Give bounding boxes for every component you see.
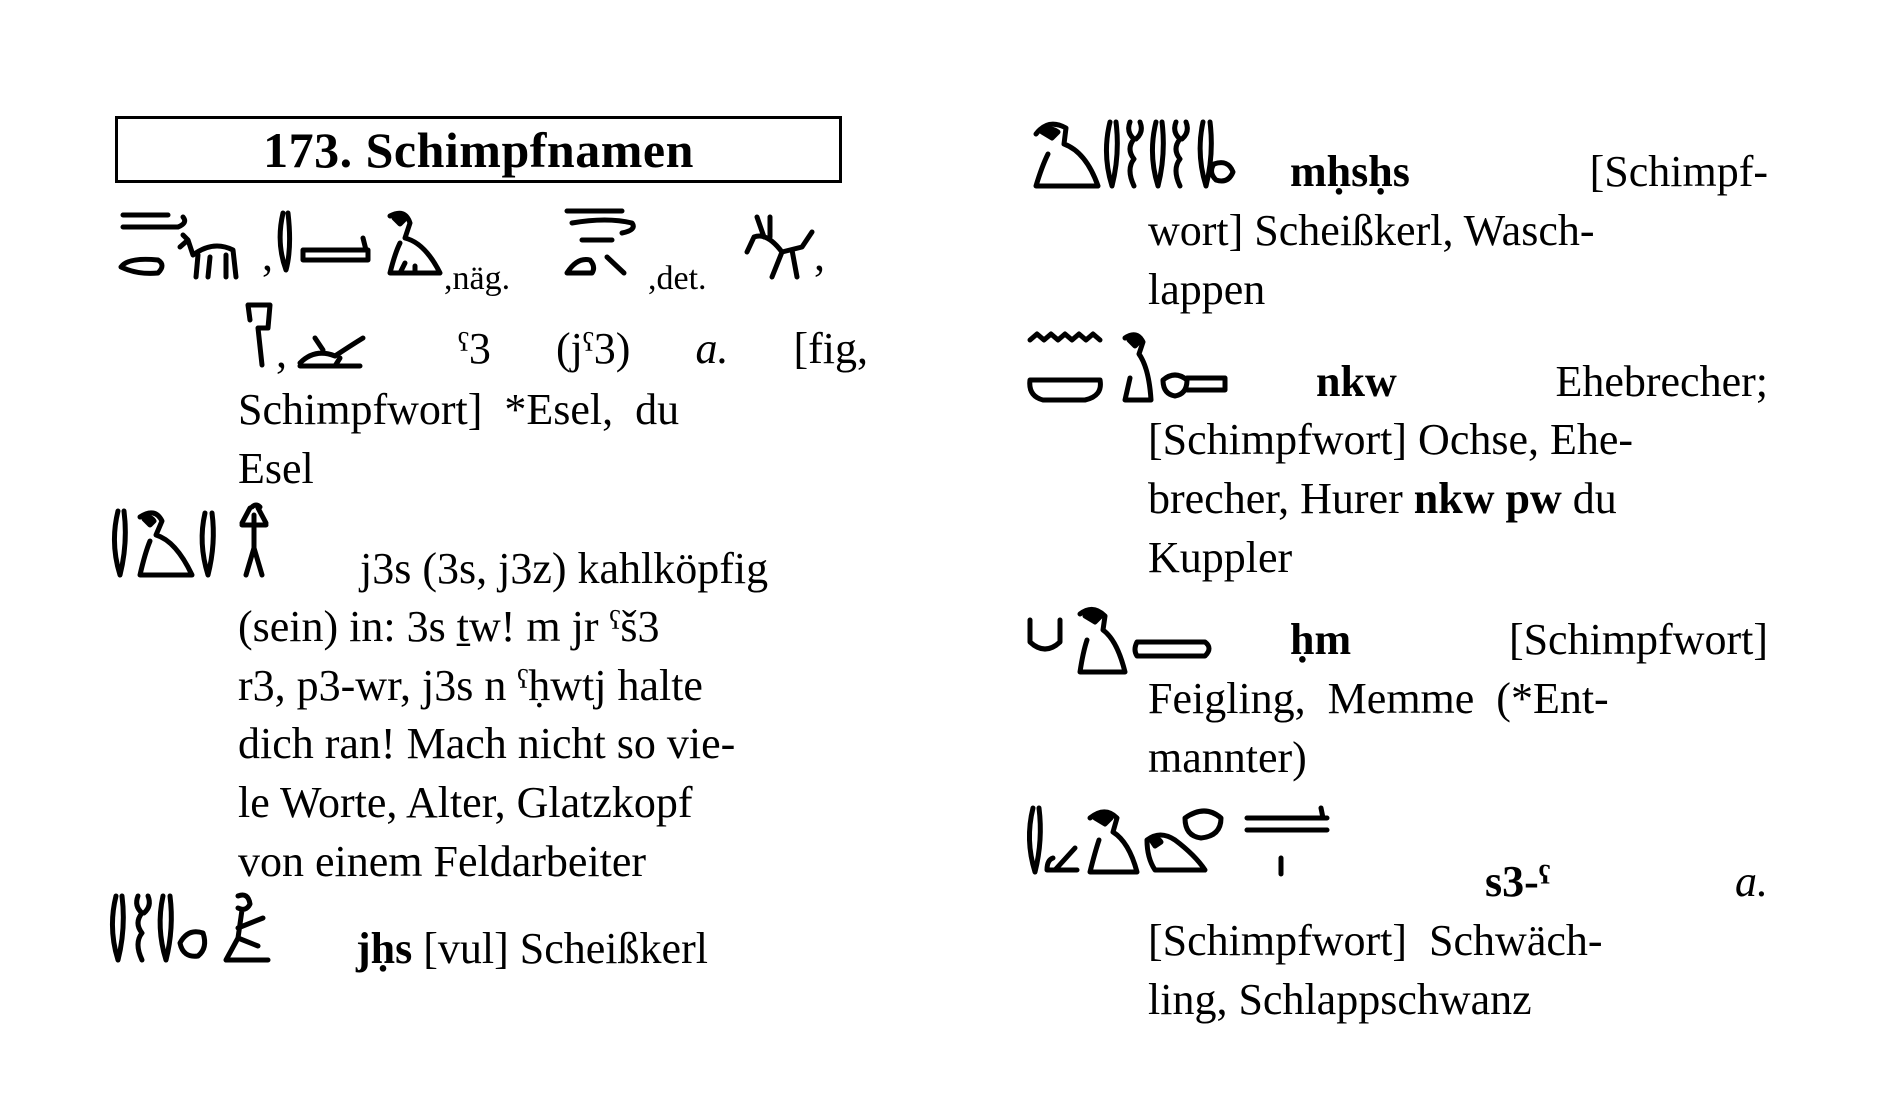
entry1-line2: Schimpfwort] *Esel, du xyxy=(238,385,680,434)
hieroglyph-seth-animal-icon xyxy=(742,212,817,284)
right-entry3-line2: Feigling, Memme (*Ent- xyxy=(1148,674,1609,723)
right-entry4-line1 xyxy=(1485,851,1768,912)
right-entry1-line1-rest: [Schimpf- xyxy=(1589,147,1768,196)
right-entry4-line2: [Schimpfwort] Schwäch- xyxy=(1148,916,1603,965)
right-entry1-headword: mḥsḥs xyxy=(1290,147,1410,196)
hieroglyph-reed-rope-seated-man-icon xyxy=(108,888,288,966)
hieroglyph-lying-animal-icon xyxy=(295,328,367,373)
right-entry2-line1 xyxy=(1316,351,1768,412)
entry1-abbr: a. xyxy=(695,324,729,373)
right-entry2-line3c: du xyxy=(1561,474,1617,523)
right-entry1-line2: wort] Scheißkerl, Wasch- xyxy=(1148,206,1595,255)
right-entry2-line3 xyxy=(1148,468,1617,529)
hieroglyph-basin-owl-arm-icon xyxy=(1025,600,1225,678)
right-entry3-line2-wrap xyxy=(1148,668,1768,729)
right-entry3-line3: mannter) xyxy=(1148,733,1307,782)
entry1-line2-wrap xyxy=(238,379,868,440)
entry3-text: [vul] Scheißkerl xyxy=(423,924,708,973)
right-entry2-headword: nkw xyxy=(1316,357,1397,406)
entry1-line1 xyxy=(458,318,868,379)
right-entry3-headword: ḥm xyxy=(1290,615,1352,664)
right-entry4-abbr: a. xyxy=(1735,857,1768,906)
entry1-variant: (jˁ3) xyxy=(555,324,631,373)
entry3-line xyxy=(356,918,708,979)
right-entry2-line3b: nkw pw xyxy=(1413,474,1562,523)
hieroglyph-vulture-icon xyxy=(380,208,448,280)
right-entry2-line2: [Schimpfwort] Ochse, Ehe- xyxy=(1148,415,1634,464)
hieroglyph-owl-reeds-icon xyxy=(1028,114,1238,192)
hieroglyph-reed-arm-icon xyxy=(278,208,378,278)
entry3-headword: jḥs xyxy=(356,924,413,973)
label-det: ,det. xyxy=(648,260,707,297)
section-title: 173. Schimpfnamen xyxy=(263,121,694,178)
entry2-line5: le Worte, Alter, Glatzkopf xyxy=(238,778,693,827)
right-entry3-line1 xyxy=(1290,609,1768,670)
hieroglyph-standard-icon xyxy=(240,300,280,370)
right-entry2-line1-rest: Ehebrecher; xyxy=(1555,357,1768,406)
hieroglyph-reed-sickle-birds-arm-icon xyxy=(1025,800,1340,882)
right-entry1-line3: lappen xyxy=(1148,265,1266,314)
comma-1: , xyxy=(262,231,273,280)
right-entry4-headword: s3-ˁ xyxy=(1485,857,1550,906)
entry2-line4: dich ran! Mach nicht so vie- xyxy=(238,719,736,768)
comma-2: , xyxy=(814,231,825,280)
label-naeg: ,näg. xyxy=(444,260,511,297)
right-entry2-line4: Kuppler xyxy=(1148,533,1293,582)
right-entry4-line3: ling, Schlappschwanz xyxy=(1148,975,1532,1024)
entry1-line3: Esel xyxy=(238,444,314,493)
hieroglyph-reed-pot-icon xyxy=(562,205,642,277)
hieroglyph-donkey-group-icon xyxy=(118,205,268,285)
entry1-line1-rest: [fig, xyxy=(793,324,868,373)
comma-3: , xyxy=(276,328,287,377)
entry2-line1: j3s (3s, j3z) kahlköpfig xyxy=(360,544,769,593)
right-entry3-line1-rest: [Schimpfwort] xyxy=(1508,615,1768,664)
hieroglyph-reed-vulture-man-icon xyxy=(110,503,290,581)
right-entry1-line1 xyxy=(1290,141,1768,202)
section-title-box xyxy=(115,116,842,183)
entry1-headword: ˁ3 xyxy=(458,324,491,373)
entry2-line2-wrap xyxy=(238,596,868,657)
right-entry2-line3a: brecher, Hurer xyxy=(1148,474,1414,523)
entry2-line3: r3, p3-wr, j3s n ˁḥwtj halte xyxy=(238,661,703,710)
hieroglyph-water-basket-bird-icon xyxy=(1025,328,1235,406)
entry2-line6: von einem Feldarbeiter xyxy=(238,837,647,886)
right-entry4-line2-wrap xyxy=(1148,910,1768,971)
entry2-line2: (sein) in: 3s ṯw! m jr ˁš3 xyxy=(238,602,660,651)
